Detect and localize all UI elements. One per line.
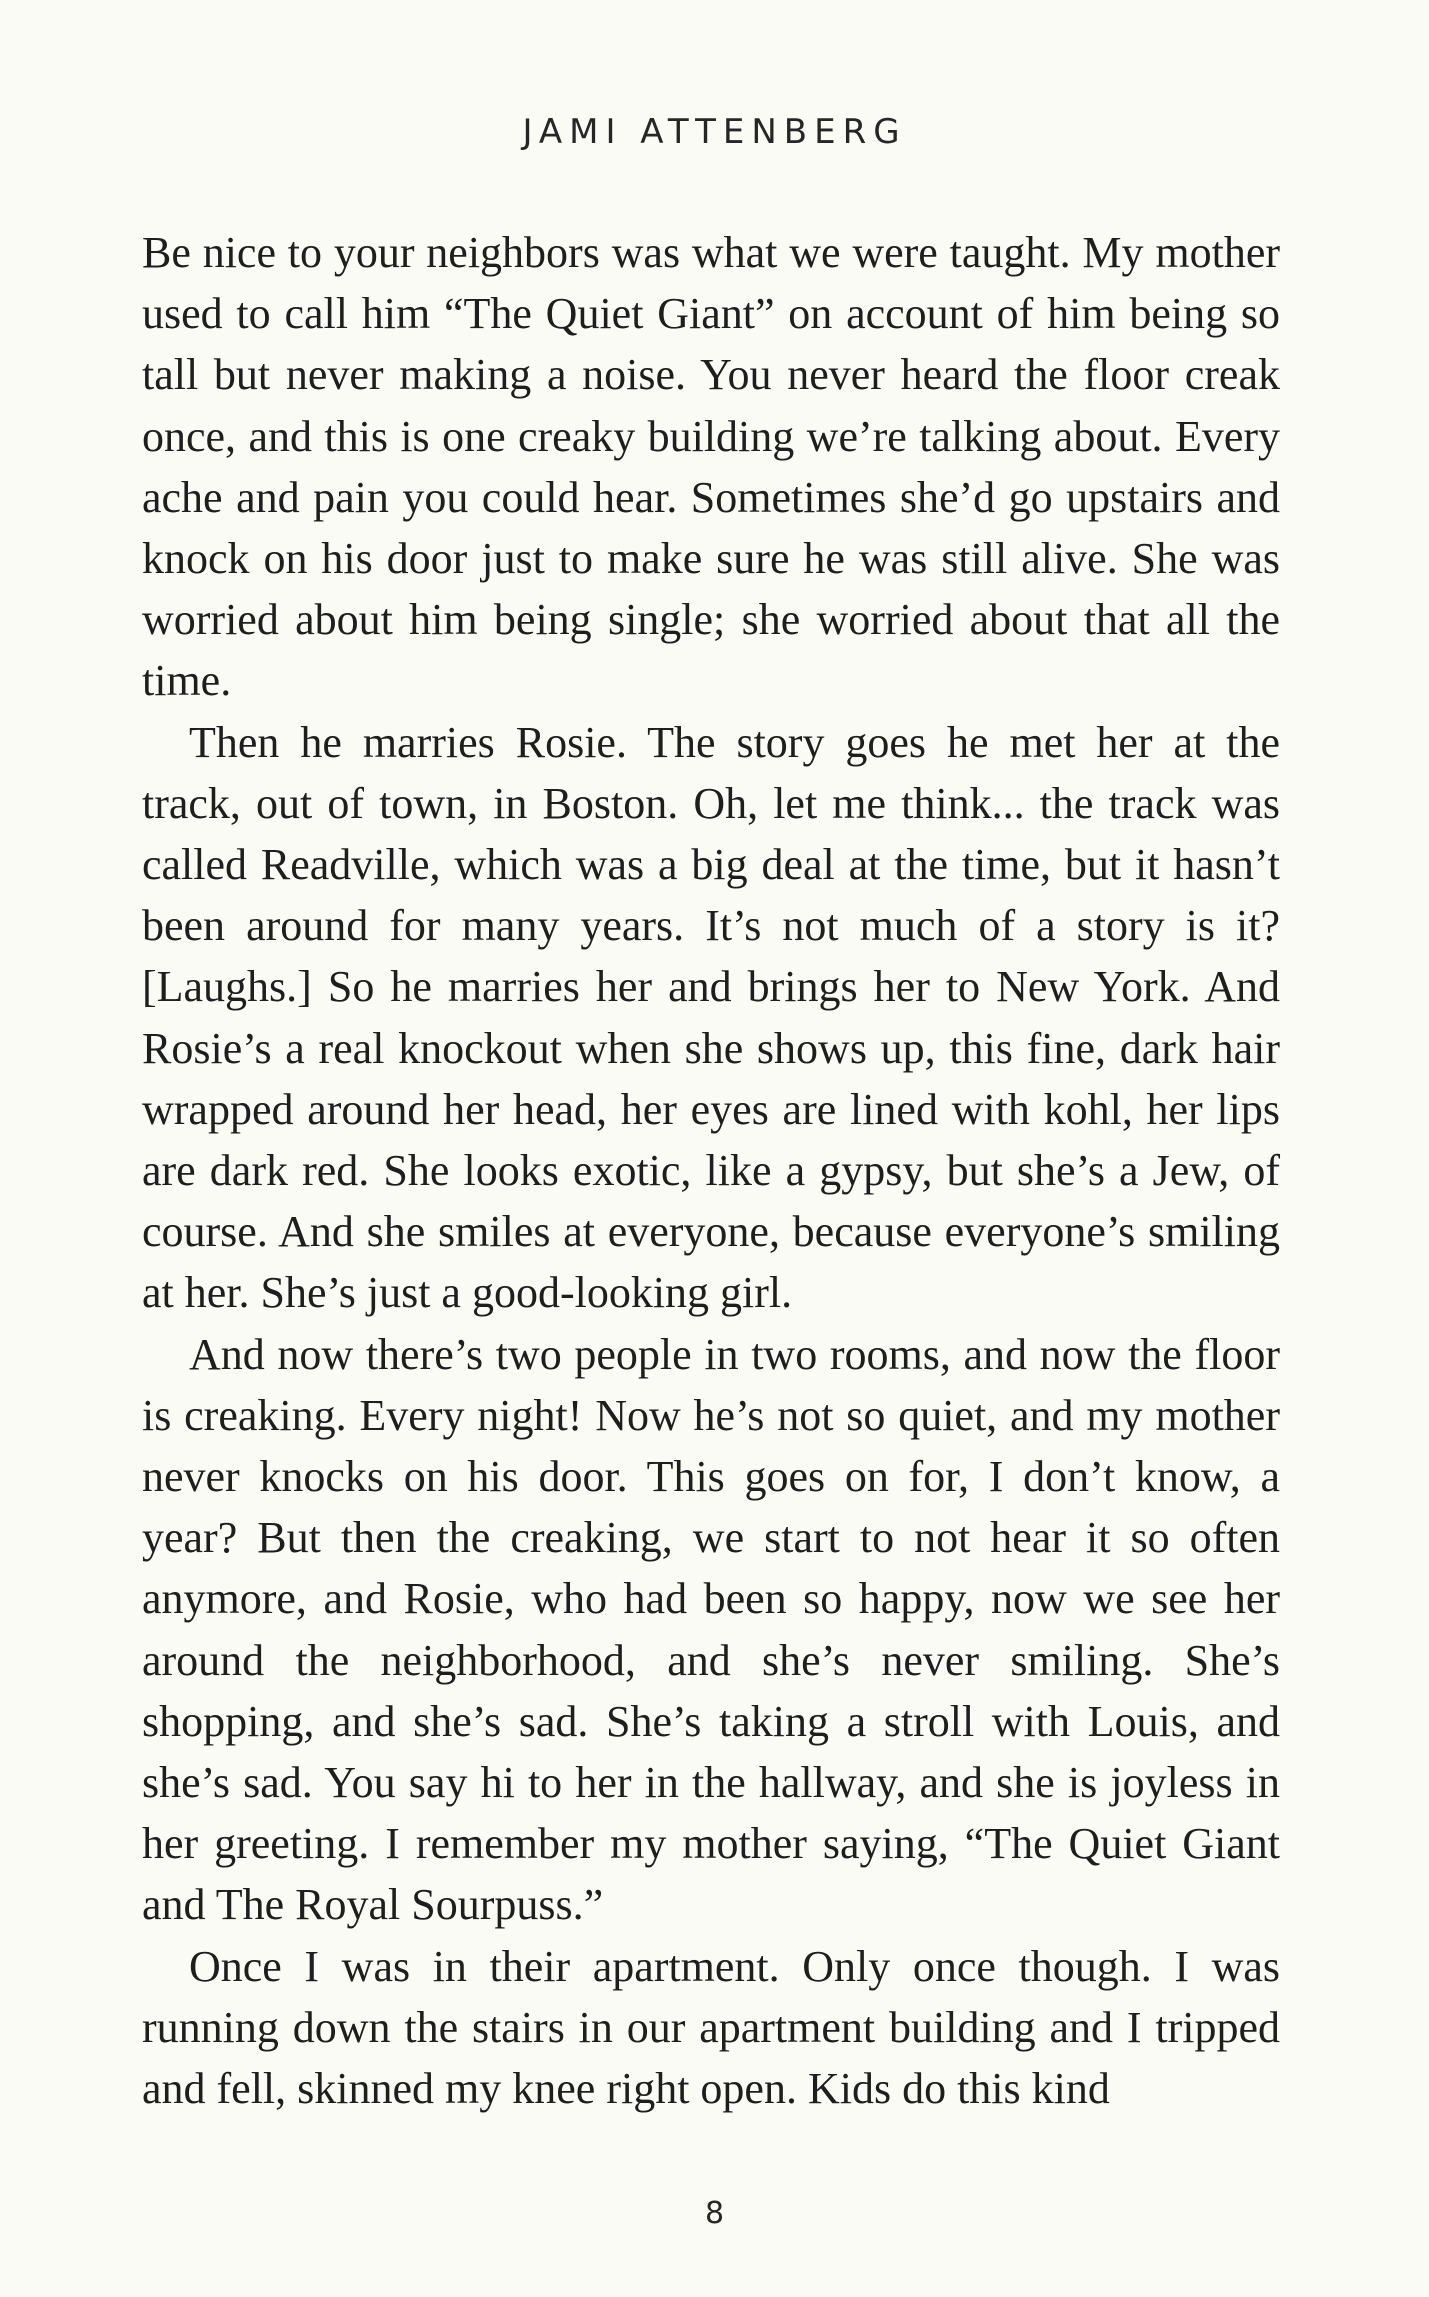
paragraph-4: Once I was in their apartment. Only once though. I was running down the stairs in our apartment building and I tripped and fell, skinned my knee right open. Kids do this kind bbox=[142, 1941, 1280, 2114]
body-text bbox=[142, 222, 1280, 2119]
paragraph-3: And now there’s two people in two rooms, and now the floor is creaking. Every night! Now he’s not so quiet, and my mother never knocks on his door. This goes on for, I don’t know, a year? But then the creaking, we start to not hear it so often anymore, and Rosie, who had been so happy, now we see her around the neighborhood, and she’s never smiling. She’s shopping, and she’s sad. She’s taking a stroll with Louis, and she’s sad. You say hi to her in the hallway, and she is joyless in her greeting. I remember my mother saying, “The Quiet Giant and The Royal Sourpuss.” bbox=[142, 1329, 1280, 1930]
page-number: 8 bbox=[704, 2196, 725, 2231]
paragraph-2: Then he marries Rosie. The story goes he met her at the track, out of town, in Boston. Oh, let me think... the track was called Readville, which was a big deal at the time, but it hasn’t been around for many years. It’s not much of a story is it? [Laughs.] So he marries her and brings her to New York. And Rosie’s a real knockout when she shows up, this fine, dark hair wrapped around her head, her eyes are lined with kohl, her lips are dark red. She looks exotic, like a gypsy, but she’s a Jew, of course. And she smiles at everyone, because everyone’s smiling at her. She’s just a good-looking girl. bbox=[142, 717, 1280, 1318]
paragraph-1: Be nice to your neighbors was what we were taught. My mother used to call him “The Quiet Giant” on account of him being so tall but never making a noise. You never heard the floor creak once, and this is one creaky building we’re talking about. Every ache and pain you could hear. Sometimes she’d go upstairs and knock on his door just to make sure he was still alive. She was worried about him being single; she worried about that all the time. bbox=[142, 228, 1280, 706]
running-head-author: JAMI ATTENBERG bbox=[522, 112, 907, 152]
